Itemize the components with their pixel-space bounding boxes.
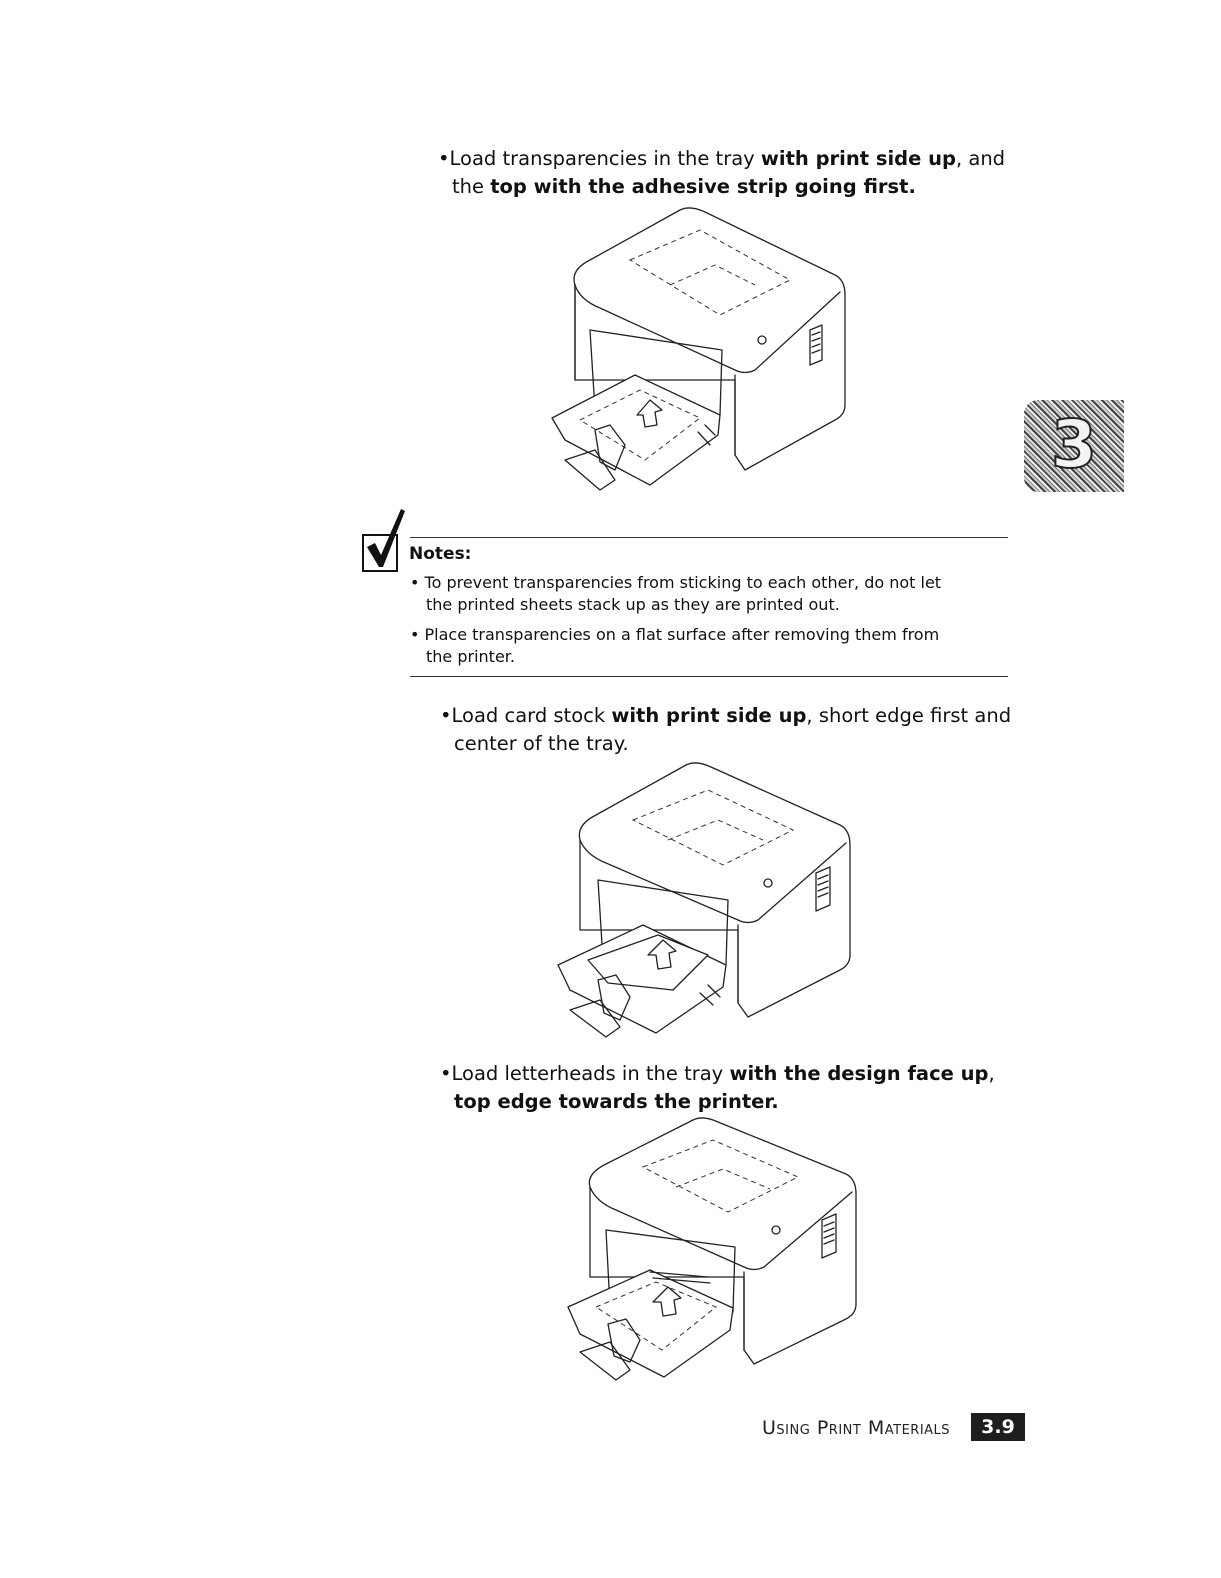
note-item: [410, 624, 1010, 668]
chapter-tab: [1024, 400, 1124, 492]
note-line: the printer.: [426, 647, 515, 666]
note-line: • Place transparencies on a flat surface after removing them from: [410, 625, 940, 644]
instruction-text: •Load letterheads in the tray: [440, 1062, 730, 1085]
note-item: [410, 572, 1010, 616]
instruction-emphasis: with print side up: [611, 704, 807, 727]
instruction-emphasis: with the design face up: [729, 1062, 989, 1085]
instruction-text: ,: [988, 1062, 995, 1085]
instruction-emphasis: top edge towards the printer: [454, 1090, 772, 1113]
instruction-text: •Load card stock: [440, 704, 612, 727]
printer-illustration-card-stock: [548, 755, 863, 1040]
instruction-text: the: [452, 175, 491, 198]
footer-section-title: Using Print Materials: [762, 1417, 951, 1439]
chapter-number: 3: [1051, 406, 1097, 483]
instruction-text: , and: [955, 147, 1006, 170]
page-number: 3.9: [971, 1413, 1025, 1441]
note-line: • To prevent transparencies from sticking to each other, do not let: [410, 573, 942, 592]
instruction-text: .: [771, 1090, 779, 1113]
notes-title: Notes:: [409, 544, 472, 564]
instruction-card-stock: [440, 702, 1020, 758]
note-line: the printed sheets stack up as they are printed out.: [426, 595, 840, 614]
printer-illustration-transparencies: [540, 200, 860, 500]
instruction-text: •Load transparencies in the tray: [438, 147, 761, 170]
instruction-text: .: [908, 175, 916, 198]
instruction-text: center of the tray.: [454, 732, 629, 755]
notes-bottom-rule: [410, 676, 1008, 677]
instruction-emphasis: with print side up: [760, 147, 956, 170]
notes-top-rule: [410, 537, 1008, 538]
checkmark-icon: [361, 507, 409, 575]
instruction-emphasis: top with the adhesive strip going first: [490, 175, 909, 198]
printer-illustration-letterheads: [558, 1112, 868, 1382]
instruction-letterheads: [440, 1060, 1020, 1116]
instruction-text: , short edge first and: [806, 704, 1012, 727]
instruction-transparencies: [438, 145, 1018, 201]
